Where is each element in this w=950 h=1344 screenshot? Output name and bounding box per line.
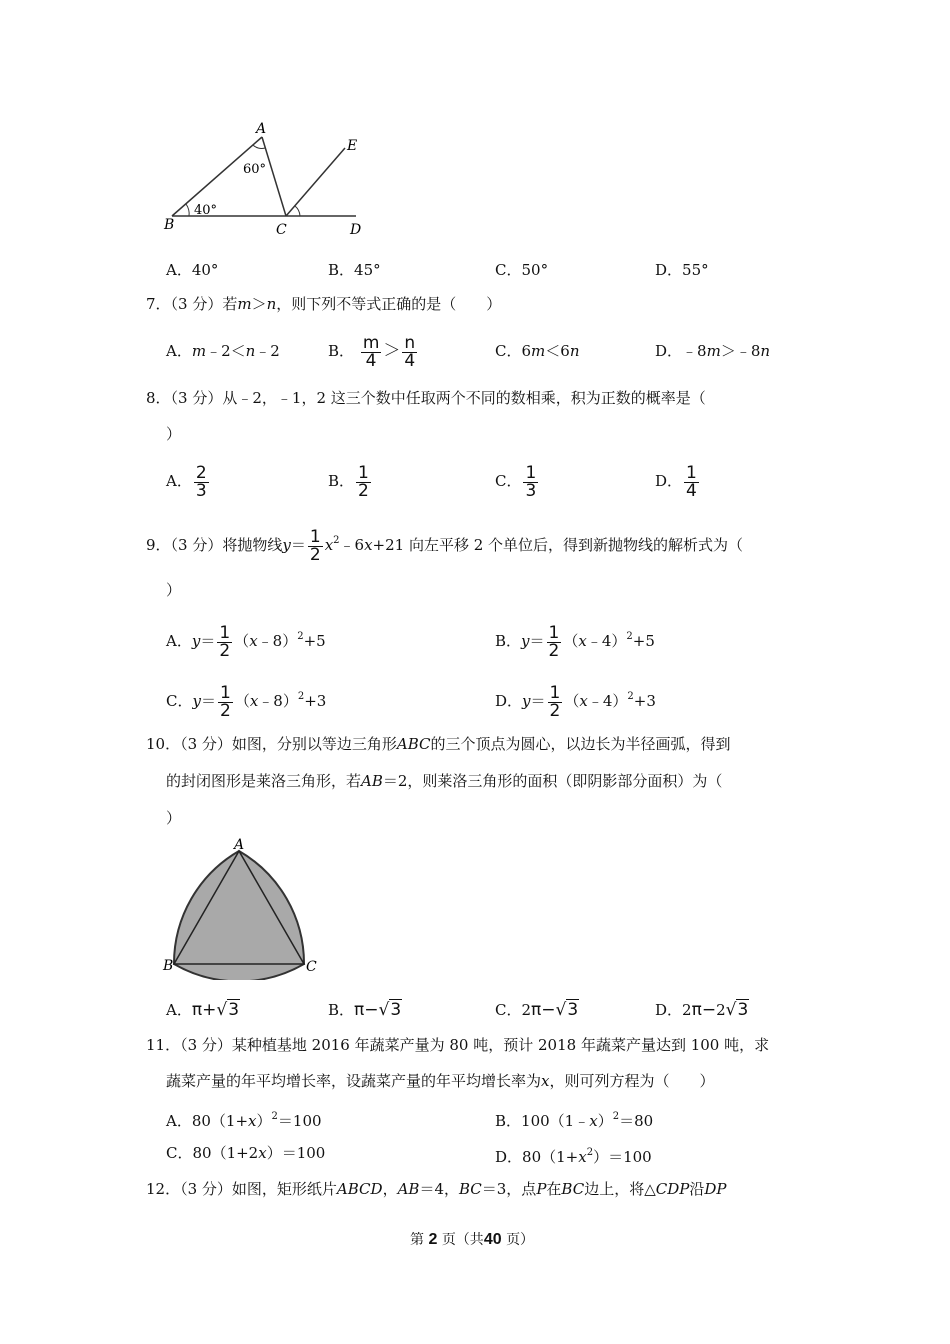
- page-footer: 第 2 页（共40 页）: [410, 1231, 535, 1248]
- reuleaux-shape: [174, 851, 304, 980]
- label-c: C: [276, 222, 287, 238]
- q8-stem-end: ）: [166, 425, 182, 443]
- q8-option-c: C． $\frac{1}{3}$: [495, 462, 537, 501]
- q9-option-c: C．y＝ $\frac{1}{2}$ （x﹣8）$^2$+3: [166, 682, 327, 721]
- q11-option-a: A．$80(1+x)^2=100$: [166, 1111, 322, 1130]
- q6-option-a: A．40°: [166, 261, 219, 279]
- label-a: A: [234, 837, 245, 853]
- total-page-count: 40: [483, 1231, 502, 1248]
- q10-option-c: C．2π−√3: [495, 1000, 579, 1020]
- label-a: A: [256, 121, 267, 137]
- q11-stem-line2: 蔬菜产量的年平均增长率，设蔬菜产量的年平均增长率为x，则可列方程为（ ）: [166, 1072, 715, 1090]
- q9-stem-end: ）: [166, 581, 182, 599]
- q8-stem: 8．（3 分）从﹣2，﹣1，2 这三个数中任取两个不同的数相乘，积为正数的概率是（: [146, 389, 706, 407]
- label-d: D: [350, 222, 362, 238]
- current-page-number: 2: [428, 1231, 438, 1248]
- arc-angle-a: [253, 145, 265, 149]
- q7-option-b: B． $\frac{m}{4}$ ＞ $\frac{n}{4}$: [328, 332, 416, 371]
- q9-stem: 9．（3 分）将抛物线y＝ $\frac{1}{2}$ $x^2﹣6x+21$ 向左平移 2 个单位后，得到新抛物线的解析式为（: [146, 526, 744, 565]
- q10-stem-line2: 的封闭图形是莱洛三角形，若AB＝2，则莱洛三角形的面积（即阴影部分面积）为（: [166, 772, 723, 790]
- q7-option-a: A．m﹣2＜n﹣2: [166, 342, 280, 360]
- q11-option-d: D．$80(1+x^2)=100$: [495, 1147, 652, 1166]
- figure-reuleaux-triangle: [158, 835, 328, 980]
- q8-option-b: B． $\frac{1}{2}$: [328, 462, 369, 501]
- q6-option-d: D．55°: [655, 261, 709, 279]
- line-ce: [286, 148, 345, 216]
- q6-option-b: B．45°: [328, 261, 381, 279]
- label-e: E: [347, 138, 358, 154]
- q7-stem: 7．（3 分）若m＞n，则下列不等式正确的是（ ）: [146, 295, 502, 313]
- q9-option-d: D．y＝ $\frac{1}{2}$ （x﹣4）$^2$+3: [495, 682, 656, 721]
- label-c: C: [306, 959, 317, 975]
- q11-option-c: C．80（1+2x）＝100: [166, 1144, 326, 1162]
- q10-stem-line1: 10．（3 分）如图，分别以等边三角形ABC的三个顶点为圆心，以边长为半径画弧，得到: [146, 735, 731, 753]
- q10-stem-line3: ）: [166, 809, 182, 827]
- label-b: B: [164, 217, 175, 233]
- q8-option-d: D． $\frac{1}{4}$: [655, 462, 697, 501]
- q11-stem-line1: 11．（3 分）某种植基地 2016 年蔬菜产量为 80 吨，预计 2018 年蔬菜产量达到 100 吨，求: [146, 1036, 770, 1054]
- q6-option-c: C．50°: [495, 261, 549, 279]
- q9-option-a: A．y＝ $\frac{1}{2}$ （x﹣8）$^2$+5: [166, 622, 326, 661]
- arc-angle-c: [295, 206, 300, 216]
- q12-stem: 12．（3 分）如图，矩形纸片ABCD，AB＝4，BC＝3，点P在BC边上，将△CDP沿DP: [146, 1180, 727, 1198]
- label-60-degrees: 60°: [243, 162, 267, 177]
- figure-angle-diagram: [150, 118, 380, 243]
- arc-angle-b: [186, 204, 189, 216]
- label-40-degrees: 40°: [194, 203, 218, 218]
- q11-option-b: B．100（1﹣x）$^2$＝80: [495, 1111, 654, 1130]
- q8-option-a: A． $\frac{2}{3}$: [166, 462, 207, 501]
- label-b: B: [163, 958, 174, 974]
- q10-option-a: A．π+√3: [166, 1000, 240, 1020]
- q10-option-d: D．2π−2√3: [655, 1000, 749, 1020]
- q7-option-d: D．﹣8m＞﹣8n: [655, 342, 771, 360]
- q9-option-b: B．y＝ $\frac{1}{2}$ （x﹣4）$^2$+5: [495, 622, 655, 661]
- q7-option-c: C．6m＜6n: [495, 342, 580, 360]
- q10-option-b: B．π−√3: [328, 1000, 402, 1020]
